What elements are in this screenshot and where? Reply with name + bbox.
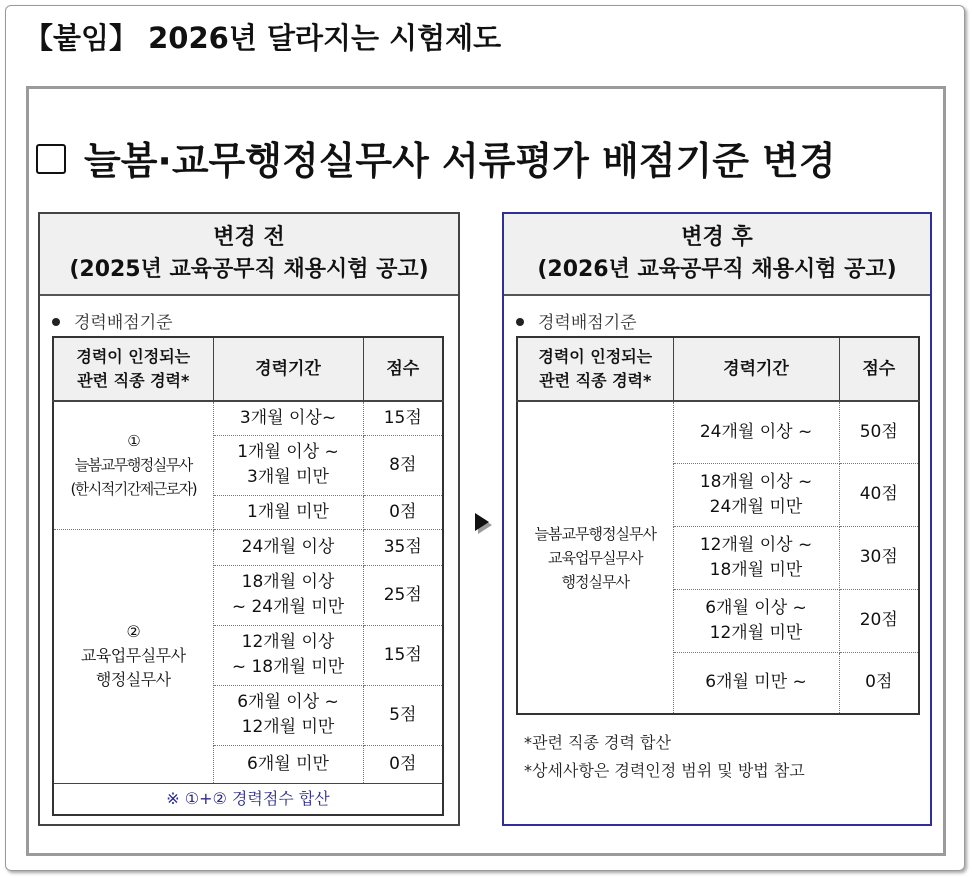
period-line1: 1개월 이상 ~	[237, 442, 339, 462]
period-line1: 12개월 이상 ~	[699, 534, 813, 555]
bullet-icon	[516, 318, 524, 326]
after-panel-header	[504, 214, 930, 296]
score-cell: 20점	[839, 589, 919, 652]
score-cell: 0점	[363, 745, 443, 783]
period-cell	[213, 685, 363, 745]
category-header-line2: 관련 직종 경력*	[539, 371, 652, 390]
score-sum-note: ※ ①+② 경력점수 합산	[53, 783, 443, 815]
period-line1: 1개월 미만	[247, 501, 329, 522]
group1-number: ①	[127, 432, 140, 451]
score-cell: 50점	[839, 401, 919, 463]
period-cell	[673, 526, 839, 589]
category-column-header	[517, 337, 673, 401]
period-line1: 18개월 이상	[241, 572, 335, 592]
period-line1: 24개월 이상	[241, 536, 335, 557]
period-line1: 3개월 이상~	[239, 407, 337, 428]
group2-number: ②	[126, 622, 141, 641]
after-criteria-label-text: 경력배점기준	[538, 313, 637, 333]
score-column-header: 점수	[363, 337, 443, 401]
category-column-header	[53, 337, 213, 401]
group1-sub: (한시적기간제근로자)	[70, 480, 197, 499]
group1-name: 늘봄교무행정실무사	[74, 456, 192, 475]
table-header-row	[53, 337, 443, 401]
table-row	[53, 401, 443, 435]
score-cell: 25점	[363, 565, 443, 625]
period-line1: 18개월 이상 ~	[699, 471, 813, 492]
period-line1: 6개월 미만 ~	[705, 672, 807, 693]
after-category-cell	[517, 401, 673, 714]
period-line2: ~ 18개월 미만	[231, 657, 345, 677]
score-cell: 15점	[363, 401, 443, 435]
before-score-table	[52, 336, 444, 816]
period-cell	[213, 435, 363, 495]
period-line1: 6개월 미만	[247, 753, 329, 774]
period-cell	[213, 529, 363, 565]
period-line1: 6개월 이상 ~	[237, 692, 339, 712]
right-arrow-icon	[475, 513, 489, 531]
table-header-row	[517, 337, 919, 401]
after-score-table	[516, 336, 920, 715]
group2-category-cell	[53, 529, 213, 783]
document-heading: 【붙임】 2026년 달라지는 시험제도	[24, 21, 502, 55]
group2-name-line2: 행정실무사	[95, 670, 171, 689]
period-cell	[213, 495, 363, 529]
category-header-line1: 경력이 인정되는	[76, 347, 191, 366]
period-line2: 18개월 미만	[709, 559, 803, 580]
after-header-title: 변경 후	[681, 225, 753, 250]
after-criteria-label	[516, 308, 637, 333]
section-title-text: 늘봄·교무행정실무사 서류평가 배점기준 변경	[84, 139, 836, 183]
period-line2: 24개월 미만	[709, 496, 803, 517]
score-cell: 40점	[839, 463, 919, 526]
footnote-related-career: *관련 직종 경력 합산	[524, 733, 671, 752]
note-row	[53, 783, 443, 815]
before-criteria-label	[52, 308, 173, 333]
period-column-header: 경력기간	[213, 337, 363, 401]
score-cell: 0점	[839, 652, 919, 714]
score-column-header: 점수	[839, 337, 919, 401]
period-line2: 3개월 미만	[247, 467, 329, 487]
score-cell: 8점	[363, 435, 443, 495]
category-header-line2: 관련 직종 경력*	[77, 371, 190, 390]
after-category-line1: 늘봄교무행정실무사	[534, 524, 656, 543]
period-line2: ~ 24개월 미만	[231, 597, 345, 617]
after-panel	[502, 212, 932, 826]
table-row	[517, 401, 919, 463]
before-panel-header	[40, 214, 458, 296]
period-cell	[673, 401, 839, 463]
table-row	[53, 529, 443, 565]
period-cell	[213, 625, 363, 685]
period-cell	[673, 463, 839, 526]
category-header-line1: 경력이 인정되는	[538, 347, 653, 366]
period-cell	[213, 565, 363, 625]
after-category-line2: 교육업무실무사	[548, 548, 643, 567]
period-line1: 24개월 이상 ~	[699, 421, 813, 442]
period-line1: 6개월 이상 ~	[705, 597, 807, 618]
before-panel	[38, 212, 460, 826]
score-cell: 5점	[363, 685, 443, 745]
checkbox-icon	[36, 144, 66, 174]
before-header-subtitle: (2025년 교육공무직 채용시험 공고)	[69, 257, 429, 282]
period-column-header: 경력기간	[673, 337, 839, 401]
score-cell: 30점	[839, 526, 919, 589]
period-cell	[213, 745, 363, 783]
before-criteria-label-text: 경력배점기준	[74, 313, 173, 333]
score-cell: 15점	[363, 625, 443, 685]
period-cell	[213, 401, 363, 435]
period-line1: 12개월 이상	[241, 632, 335, 652]
footnote-details: *상세사항은 경력인정 범위 및 방법 참고	[524, 761, 805, 780]
period-cell	[673, 652, 839, 714]
group1-category-cell	[53, 401, 213, 529]
before-header-title: 변경 전	[213, 225, 285, 250]
score-cell: 35점	[363, 529, 443, 565]
section-title	[36, 130, 836, 185]
after-category-line3: 행정실무사	[561, 572, 629, 591]
group2-name-line1: 교육업무실무사	[80, 646, 186, 665]
bullet-icon	[52, 318, 60, 326]
after-header-subtitle: (2026년 교육공무직 채용시험 공고)	[537, 257, 897, 282]
period-line2: 12개월 미만	[709, 622, 803, 643]
score-cell: 0점	[363, 495, 443, 529]
period-line2: 12개월 미만	[241, 717, 335, 737]
period-cell	[673, 589, 839, 652]
